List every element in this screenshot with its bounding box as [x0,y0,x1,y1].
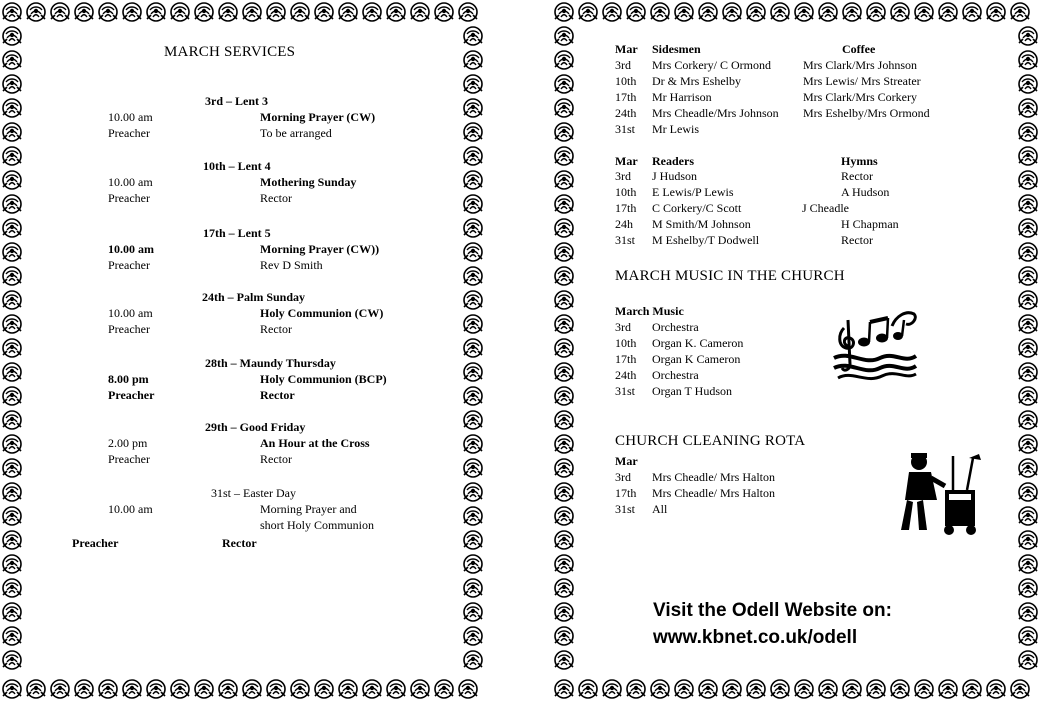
rose-border-icon [462,409,484,431]
rose-border-icon [49,1,71,23]
rose-border-left [0,24,24,677]
rose-border-icon [462,193,484,215]
table-cell: 31st [615,233,636,247]
rose-border-icon [1017,409,1039,431]
rose-border-icon [313,678,335,700]
table-cell: 24th [615,368,637,382]
rose-border-icon [553,25,575,47]
service-detail: Holy Communion (CW) [260,306,384,320]
rose-border-icon [553,649,575,671]
march-services-title [164,44,295,61]
table-cell: Rector [841,233,873,247]
table-cell: Dr & Mrs Eshelby [652,74,741,88]
rose-border-icon [553,73,575,95]
service-time: 2.00 pm [108,436,148,450]
rose-border-icon [73,1,95,23]
rose-border-icon [1,385,23,407]
rose-border-icon [1,625,23,647]
rose-border-icon [217,678,239,700]
rose-border-icon [289,678,311,700]
table-cell: 10th [615,336,637,350]
service-time: 10.00 am [108,242,154,256]
table-cell: 24th [615,106,637,120]
rose-border-icon [553,193,575,215]
rose-border-icon [553,577,575,599]
rose-border-icon [169,678,191,700]
rose-border-icon [121,1,143,23]
readers-header-hymns: Hymns [841,154,878,168]
table-cell: Rector [841,169,873,183]
rose-border-right [461,24,485,677]
final-preacher-label: Preacher [72,536,119,550]
rose-border-icon [462,649,484,671]
rose-border-icon [1017,337,1039,359]
table-cell: M Smith/M Johnson [652,217,751,231]
rose-border-icon [577,1,599,23]
rose-border-icon [649,678,671,700]
rose-border-icon [462,97,484,119]
rose-border-top [0,0,485,24]
website-url[interactable]: www.kbnet.co.uk/odell [653,627,858,648]
service-detail: short Holy Communion [260,518,375,532]
rose-border-icon [553,601,575,623]
service-date: 24th – Palm Sunday [202,290,306,304]
service-detail: Rector [260,322,292,336]
table-cell: 3rd [615,169,631,183]
rose-border-icon [721,678,743,700]
table-cell: Orchestra [652,368,699,382]
rose-border-icon [1017,625,1039,647]
rose-border-icon [985,1,1007,23]
rose-border-icon [462,529,484,551]
rose-border-icon [462,505,484,527]
rose-border-icon [1017,25,1039,47]
rose-border-bottom [0,677,485,701]
rose-border-icon [865,678,887,700]
service-time: Preacher [108,388,155,402]
rose-border-icon [1,409,23,431]
rota-page [552,0,1040,701]
cleaning-section-title [615,433,805,450]
rose-border-icon [1017,265,1039,287]
rose-border-icon [553,678,575,700]
service-detail: An Hour at the Cross [260,436,370,450]
rose-border-icon [553,145,575,167]
rose-border-icon [145,1,167,23]
rose-border-icon [553,1,575,23]
rose-border-icon [241,678,263,700]
rose-border-icon [673,678,695,700]
rose-border-icon [1017,241,1039,263]
rose-border-right [1016,24,1040,677]
service-detail: Rector [260,388,295,402]
table-cell: 17th [615,201,637,215]
table-cell: 24h [615,217,633,231]
rose-border-icon [553,433,575,455]
service-time: 8.00 pm [108,372,149,386]
service-detail: Rector [260,191,292,205]
rose-border-icon [769,1,791,23]
rose-border-icon [1017,49,1039,71]
cleaning-title-text: CHURCH CLEANING ROTA [615,433,806,449]
table-cell: H Chapman [841,217,899,231]
rose-border-icon [462,385,484,407]
sidesmen-header-mar: Mar [615,42,638,56]
rose-border-icon [1,217,23,239]
rose-border-icon [73,678,95,700]
table-cell: Mrs Corkery/ C Ormond [652,58,771,72]
rose-border-icon [462,457,484,479]
rose-border-icon [625,678,647,700]
rose-border-icon [1017,145,1039,167]
table-cell: 10th [615,185,637,199]
table-cell: Organ K. Cameron [652,336,744,350]
service-time: 10.00 am [108,502,153,516]
service-detail: Morning Prayer (CW) [260,110,376,124]
rose-border-icon [553,505,575,527]
rose-border-icon [553,409,575,431]
rose-border-icon [409,678,431,700]
table-cell: J Cheadle [802,201,849,215]
rose-border-icon [913,1,935,23]
rose-border-icon [145,678,167,700]
service-date: 17th – Lent 5 [203,226,271,240]
rose-border-icon [1009,678,1031,700]
service-date: 29th – Good Friday [205,420,306,434]
rose-border-icon [577,678,599,700]
service-detail: Rev D Smith [260,258,323,272]
rose-border-icon [1,678,23,700]
rose-border-icon [553,241,575,263]
rose-border-icon [49,678,71,700]
rose-border-icon [289,1,311,23]
table-cell: 31st [615,502,636,516]
rose-border-icon [1017,601,1039,623]
rose-border-icon [553,289,575,311]
rose-border-icon [462,481,484,503]
rose-border-icon [462,49,484,71]
rose-border-icon [217,1,239,23]
rose-border-icon [961,678,983,700]
service-time: 10.00 am [108,306,153,320]
rose-border-icon [25,1,47,23]
rose-border-icon [361,1,383,23]
rose-border-icon [337,678,359,700]
rose-border-icon [1009,1,1031,23]
rose-border-icon [1017,385,1039,407]
rose-border-icon [553,337,575,359]
rose-border-icon [865,1,887,23]
rose-border-icon [1,529,23,551]
rose-border-icon [745,1,767,23]
rose-border-icon [241,1,263,23]
rose-border-icon [817,1,839,23]
rose-border-icon [793,678,815,700]
cleaner-icon [897,450,987,536]
rose-border-icon [462,361,484,383]
rose-border-icon [913,678,935,700]
rose-border-icon [462,625,484,647]
rose-border-icon [433,1,455,23]
rose-border-icon [1,1,23,23]
table-cell: Mr Lewis [652,122,699,136]
rose-border-icon [1,241,23,263]
table-cell: Mrs Cheadle/ Mrs Halton [652,486,775,500]
rose-border-icon [193,1,215,23]
rose-border-icon [601,1,623,23]
table-cell: C Corkery/C Scott [652,201,742,215]
rose-border-icon [462,73,484,95]
rose-border-icon [889,1,911,23]
table-cell: 31st [615,384,636,398]
table-cell: Mr Harrison [652,90,712,104]
service-time: Preacher [108,452,150,466]
table-cell: Organ T Hudson [652,384,733,398]
rose-border-icon [1,505,23,527]
cleaning-header: Mar [615,454,638,468]
rose-border-icon [1,361,23,383]
service-detail: Holy Communion (BCP) [260,372,387,386]
service-time: Preacher [108,191,150,205]
rose-border-icon [793,1,815,23]
rose-border-icon [553,97,575,119]
service-time: Preacher [108,322,150,336]
rose-border-icon [1017,553,1039,575]
rose-border-icon [169,1,191,23]
service-time: Preacher [108,258,150,272]
rose-border-icon [462,337,484,359]
rose-border-icon [337,1,359,23]
rose-border-icon [1,169,23,191]
table-cell: All [652,502,668,516]
readers-header-readers: Readers [652,154,694,168]
rose-border-icon [1,433,23,455]
rose-border-icon [462,25,484,47]
rose-border-icon [1017,313,1039,335]
music-header: March Music [615,304,684,318]
rose-border-icon [625,1,647,23]
music-notes-icon [830,306,920,386]
service-detail: To be arranged [260,126,332,140]
rose-border-icon [553,529,575,551]
table-cell: E Lewis/P Lewis [652,185,734,199]
rose-border-icon [1017,529,1039,551]
rose-border-icon [1017,289,1039,311]
service-detail: Morning Prayer (CW)) [260,242,380,256]
rose-border-icon [553,217,575,239]
rose-border-icon [1017,433,1039,455]
rose-border-icon [1,313,23,335]
rose-border-icon [553,361,575,383]
rose-border-icon [553,553,575,575]
rose-border-icon [961,1,983,23]
rose-border-icon [462,121,484,143]
rose-border-icon [553,457,575,479]
table-cell: Organ K Cameron [652,352,741,366]
rose-border-left [552,24,576,677]
rose-border-icon [265,678,287,700]
rose-border-icon [1017,457,1039,479]
final-preacher-value: Rector [222,536,257,550]
service-date: 10th – Lent 4 [203,159,271,173]
rose-border-icon [462,145,484,167]
table-cell: 17th [615,486,637,500]
table-cell: M Eshelby/T Dodwell [652,233,760,247]
rose-border-icon [97,1,119,23]
rose-border-icon [1017,505,1039,527]
rose-border-icon [1,289,23,311]
rose-border-icon [462,553,484,575]
table-cell: 10th [615,74,637,88]
service-detail: Morning Prayer and [260,502,357,516]
table-cell: Mrs Clark/Mrs Corkery [803,90,917,104]
sidesmen-header-coffee: Coffee [842,42,876,56]
rose-border-icon [745,678,767,700]
table-cell: Mrs Cheadle/Mrs Johnson [652,106,779,120]
rose-border-icon [1,601,23,623]
rose-border-icon [721,1,743,23]
rose-border-icon [1017,481,1039,503]
table-cell: Mrs Eshelby/Mrs Ormond [803,106,930,120]
rose-border-icon [601,678,623,700]
rose-border-icon [1017,361,1039,383]
rose-border-icon [462,433,484,455]
rose-border-icon [553,481,575,503]
rose-border-icon [462,217,484,239]
rose-border-icon [553,265,575,287]
rose-border-icon [1,193,23,215]
rose-border-icon [841,1,863,23]
rose-border-icon [25,678,47,700]
rose-border-icon [1,457,23,479]
rose-border-icon [1,73,23,95]
rose-border-icon [1,49,23,71]
rose-border-icon [649,1,671,23]
rose-border-icon [97,678,119,700]
sidesmen-header-sidesmen: Sidesmen [652,42,701,56]
rose-border-icon [1,121,23,143]
rose-border-icon [457,678,479,700]
rose-border-icon [553,625,575,647]
service-time: 10.00 am [108,110,153,124]
service-time: 10.00 am [108,175,153,189]
rose-border-icon [937,678,959,700]
table-cell: Mrs Lewis/ Mrs Streater [803,74,921,88]
rose-border-icon [1,481,23,503]
readers-header-mar: Mar [615,154,638,168]
rose-border-icon [433,678,455,700]
table-cell: 3rd [615,320,631,334]
table-cell: 3rd [615,470,631,484]
rose-border-icon [193,678,215,700]
table-cell: A Hudson [841,185,890,199]
table-cell: 17th [615,352,637,366]
table-cell: 31st [615,122,636,136]
rose-border-icon [769,678,791,700]
service-detail: Rector [260,452,292,466]
rose-border-icon [313,1,335,23]
rose-border-icon [1017,121,1039,143]
rose-border-icon [1,337,23,359]
rose-border-icon [553,385,575,407]
rose-border-icon [462,313,484,335]
rose-border-icon [462,601,484,623]
website-line1: Visit the Odell Website on: [653,600,892,621]
rose-border-top [552,0,1040,24]
table-cell: Mrs Cheadle/ Mrs Halton [652,470,775,484]
music-title-text: MARCH MUSIC IN THE CHURCH [615,268,845,284]
rose-border-icon [817,678,839,700]
rose-border-icon [1,97,23,119]
rose-border-icon [462,169,484,191]
rose-border-icon [462,577,484,599]
rose-border-icon [889,678,911,700]
rose-border-icon [1,145,23,167]
rose-border-icon [1,577,23,599]
rose-border-icon [462,289,484,311]
rose-border-icon [1,25,23,47]
rose-border-icon [385,678,407,700]
rose-border-icon [1017,649,1039,671]
table-cell: Orchestra [652,320,699,334]
march-services-page [0,0,485,701]
rose-border-bottom [552,677,1040,701]
table-cell: J Hudson [652,169,698,183]
rose-border-icon [1017,217,1039,239]
rose-border-icon [265,1,287,23]
service-date: 28th – Maundy Thursday [205,356,336,370]
service-detail: Mothering Sunday [260,175,357,189]
rose-border-icon [1,649,23,671]
rose-border-icon [462,241,484,263]
rose-border-icon [697,1,719,23]
rose-border-icon [937,1,959,23]
table-cell: 3rd [615,58,631,72]
rose-border-icon [409,1,431,23]
rose-border-icon [985,678,1007,700]
service-date: 31st – Easter Day [211,486,296,500]
rose-border-icon [553,169,575,191]
rose-border-icon [121,678,143,700]
rose-border-icon [1017,577,1039,599]
rose-border-icon [553,49,575,71]
rose-border-icon [1017,193,1039,215]
service-date: 3rd – Lent 3 [205,94,268,108]
rose-border-icon [361,678,383,700]
rose-border-icon [1,553,23,575]
service-time: Preacher [108,126,150,140]
rose-border-icon [385,1,407,23]
rose-border-icon [457,1,479,23]
table-cell: Mrs Clark/Mrs Johnson [803,58,918,72]
page-title: MARCH SERVICES [164,44,296,60]
table-cell: 17th [615,90,637,104]
rose-border-icon [462,265,484,287]
rose-border-icon [553,313,575,335]
rose-border-icon [697,678,719,700]
rose-border-icon [553,121,575,143]
rose-border-icon [1017,97,1039,119]
rose-border-icon [1,265,23,287]
rose-border-icon [1017,73,1039,95]
rose-border-icon [841,678,863,700]
rose-border-icon [1017,169,1039,191]
rose-border-icon [673,1,695,23]
music-section-title [615,268,845,285]
